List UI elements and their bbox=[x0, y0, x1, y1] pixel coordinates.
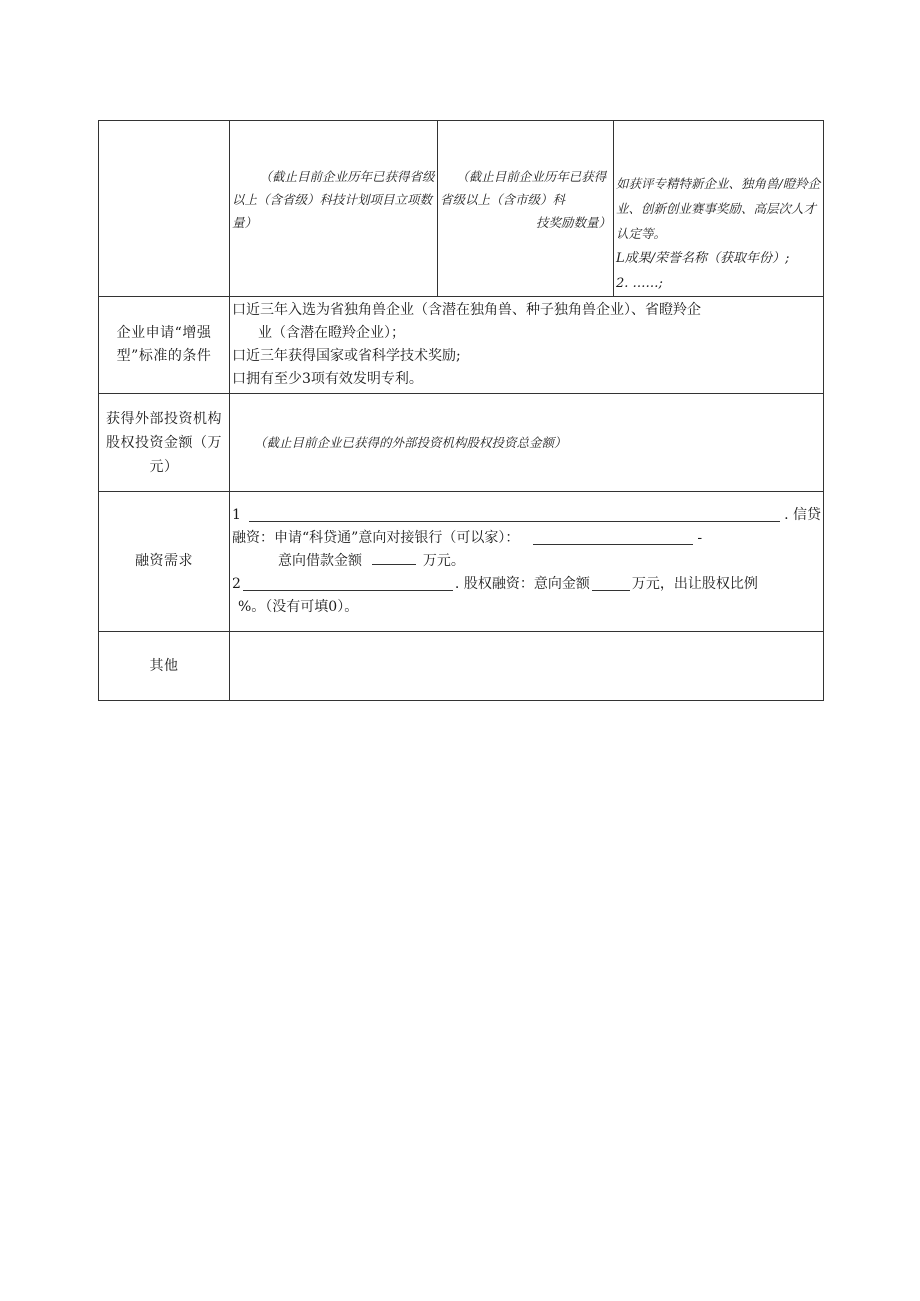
enhanced-conditions-row bbox=[99, 297, 824, 394]
equity-investment-hint: （截止目前企业已获得的外部投资机构股权投资总金额） bbox=[254, 435, 567, 450]
enhanced-conditions-options bbox=[230, 297, 824, 394]
equity-investment-input-cell[interactable] bbox=[230, 394, 824, 492]
achievements-row bbox=[99, 121, 824, 297]
credit-bank-field[interactable] bbox=[533, 530, 693, 545]
other-row bbox=[99, 632, 824, 701]
financing-needs-label: 融资需求 bbox=[99, 492, 230, 632]
honors-hint: 如获评专精特新企业、独角兽/瞪羚企业、创新创业赛事奖励、高层次人才认定等。 bbox=[616, 176, 821, 241]
equity-ratio-label: 万元，出让股权比例 bbox=[631, 576, 758, 592]
financing-needs-cell bbox=[230, 492, 824, 632]
honors-item-1: L成果/荣誉名称（获取年份）; bbox=[616, 251, 790, 266]
credit-bank-label: 融资：申请“科贷通”意向对接银行（可以家）： bbox=[232, 530, 520, 546]
tech-awards-hint-line2: 技奖励数量） bbox=[535, 215, 611, 230]
honors-cell[interactable] bbox=[614, 121, 824, 297]
other-input-cell[interactable] bbox=[230, 632, 824, 701]
loan-amount-label: 意向借款金额 bbox=[278, 553, 362, 569]
financing-needs-row bbox=[99, 492, 824, 632]
loan-amount-field[interactable] bbox=[372, 550, 416, 565]
condition-option-unicorn[interactable]: 口近三年入选为省独角兽企业（含潜在独角兽、种子独角兽企业）、省瞪羚企 bbox=[232, 302, 701, 318]
equity-amount-field[interactable] bbox=[592, 576, 630, 591]
equity-ratio-note: %。（没有可填0）。 bbox=[238, 599, 359, 615]
application-form-table bbox=[98, 120, 824, 701]
credit-item-number: 1 bbox=[232, 507, 241, 523]
equity-investment-row bbox=[99, 394, 824, 492]
provincial-projects-cell[interactable] bbox=[230, 121, 438, 297]
achievements-label-cell bbox=[99, 121, 230, 297]
equity-investment-label: 获得外部投资机构股权投资金额（万元） bbox=[99, 394, 230, 492]
condition-option-award[interactable]: 口近三年获得国家或省科学技术奖励; bbox=[232, 348, 461, 364]
honors-item-2: 2. ……; bbox=[616, 276, 663, 291]
credit-blank-field[interactable] bbox=[249, 507, 780, 522]
condition-option-patents[interactable]: 口拥有至少3项有效发明专利。 bbox=[232, 371, 423, 387]
provincial-projects-hint: （截止目前企业历年已获得省级以上（含省级）科技计划项目立项数量） bbox=[232, 169, 435, 230]
tech-awards-hint-line1: （截止目前企业历年已获得省级以上（含市级）科 bbox=[440, 169, 607, 207]
equity-blank-field[interactable] bbox=[243, 576, 453, 591]
condition-option-unicorn-cont: 业（含潜在瞪羚企业）； bbox=[258, 325, 405, 341]
credit-bank-dash: - bbox=[697, 530, 703, 546]
credit-heading: . 信贷 bbox=[784, 507, 821, 523]
equity-item-number: 2 bbox=[232, 576, 241, 592]
enhanced-conditions-label: 企业申请“增强型”标准的条件 bbox=[99, 297, 230, 394]
loan-amount-unit: 万元。 bbox=[422, 553, 465, 569]
tech-awards-cell[interactable] bbox=[438, 121, 614, 297]
other-label: 其他 bbox=[99, 632, 230, 701]
equity-amount-label: . 股权融资：意向金额 bbox=[454, 576, 590, 592]
